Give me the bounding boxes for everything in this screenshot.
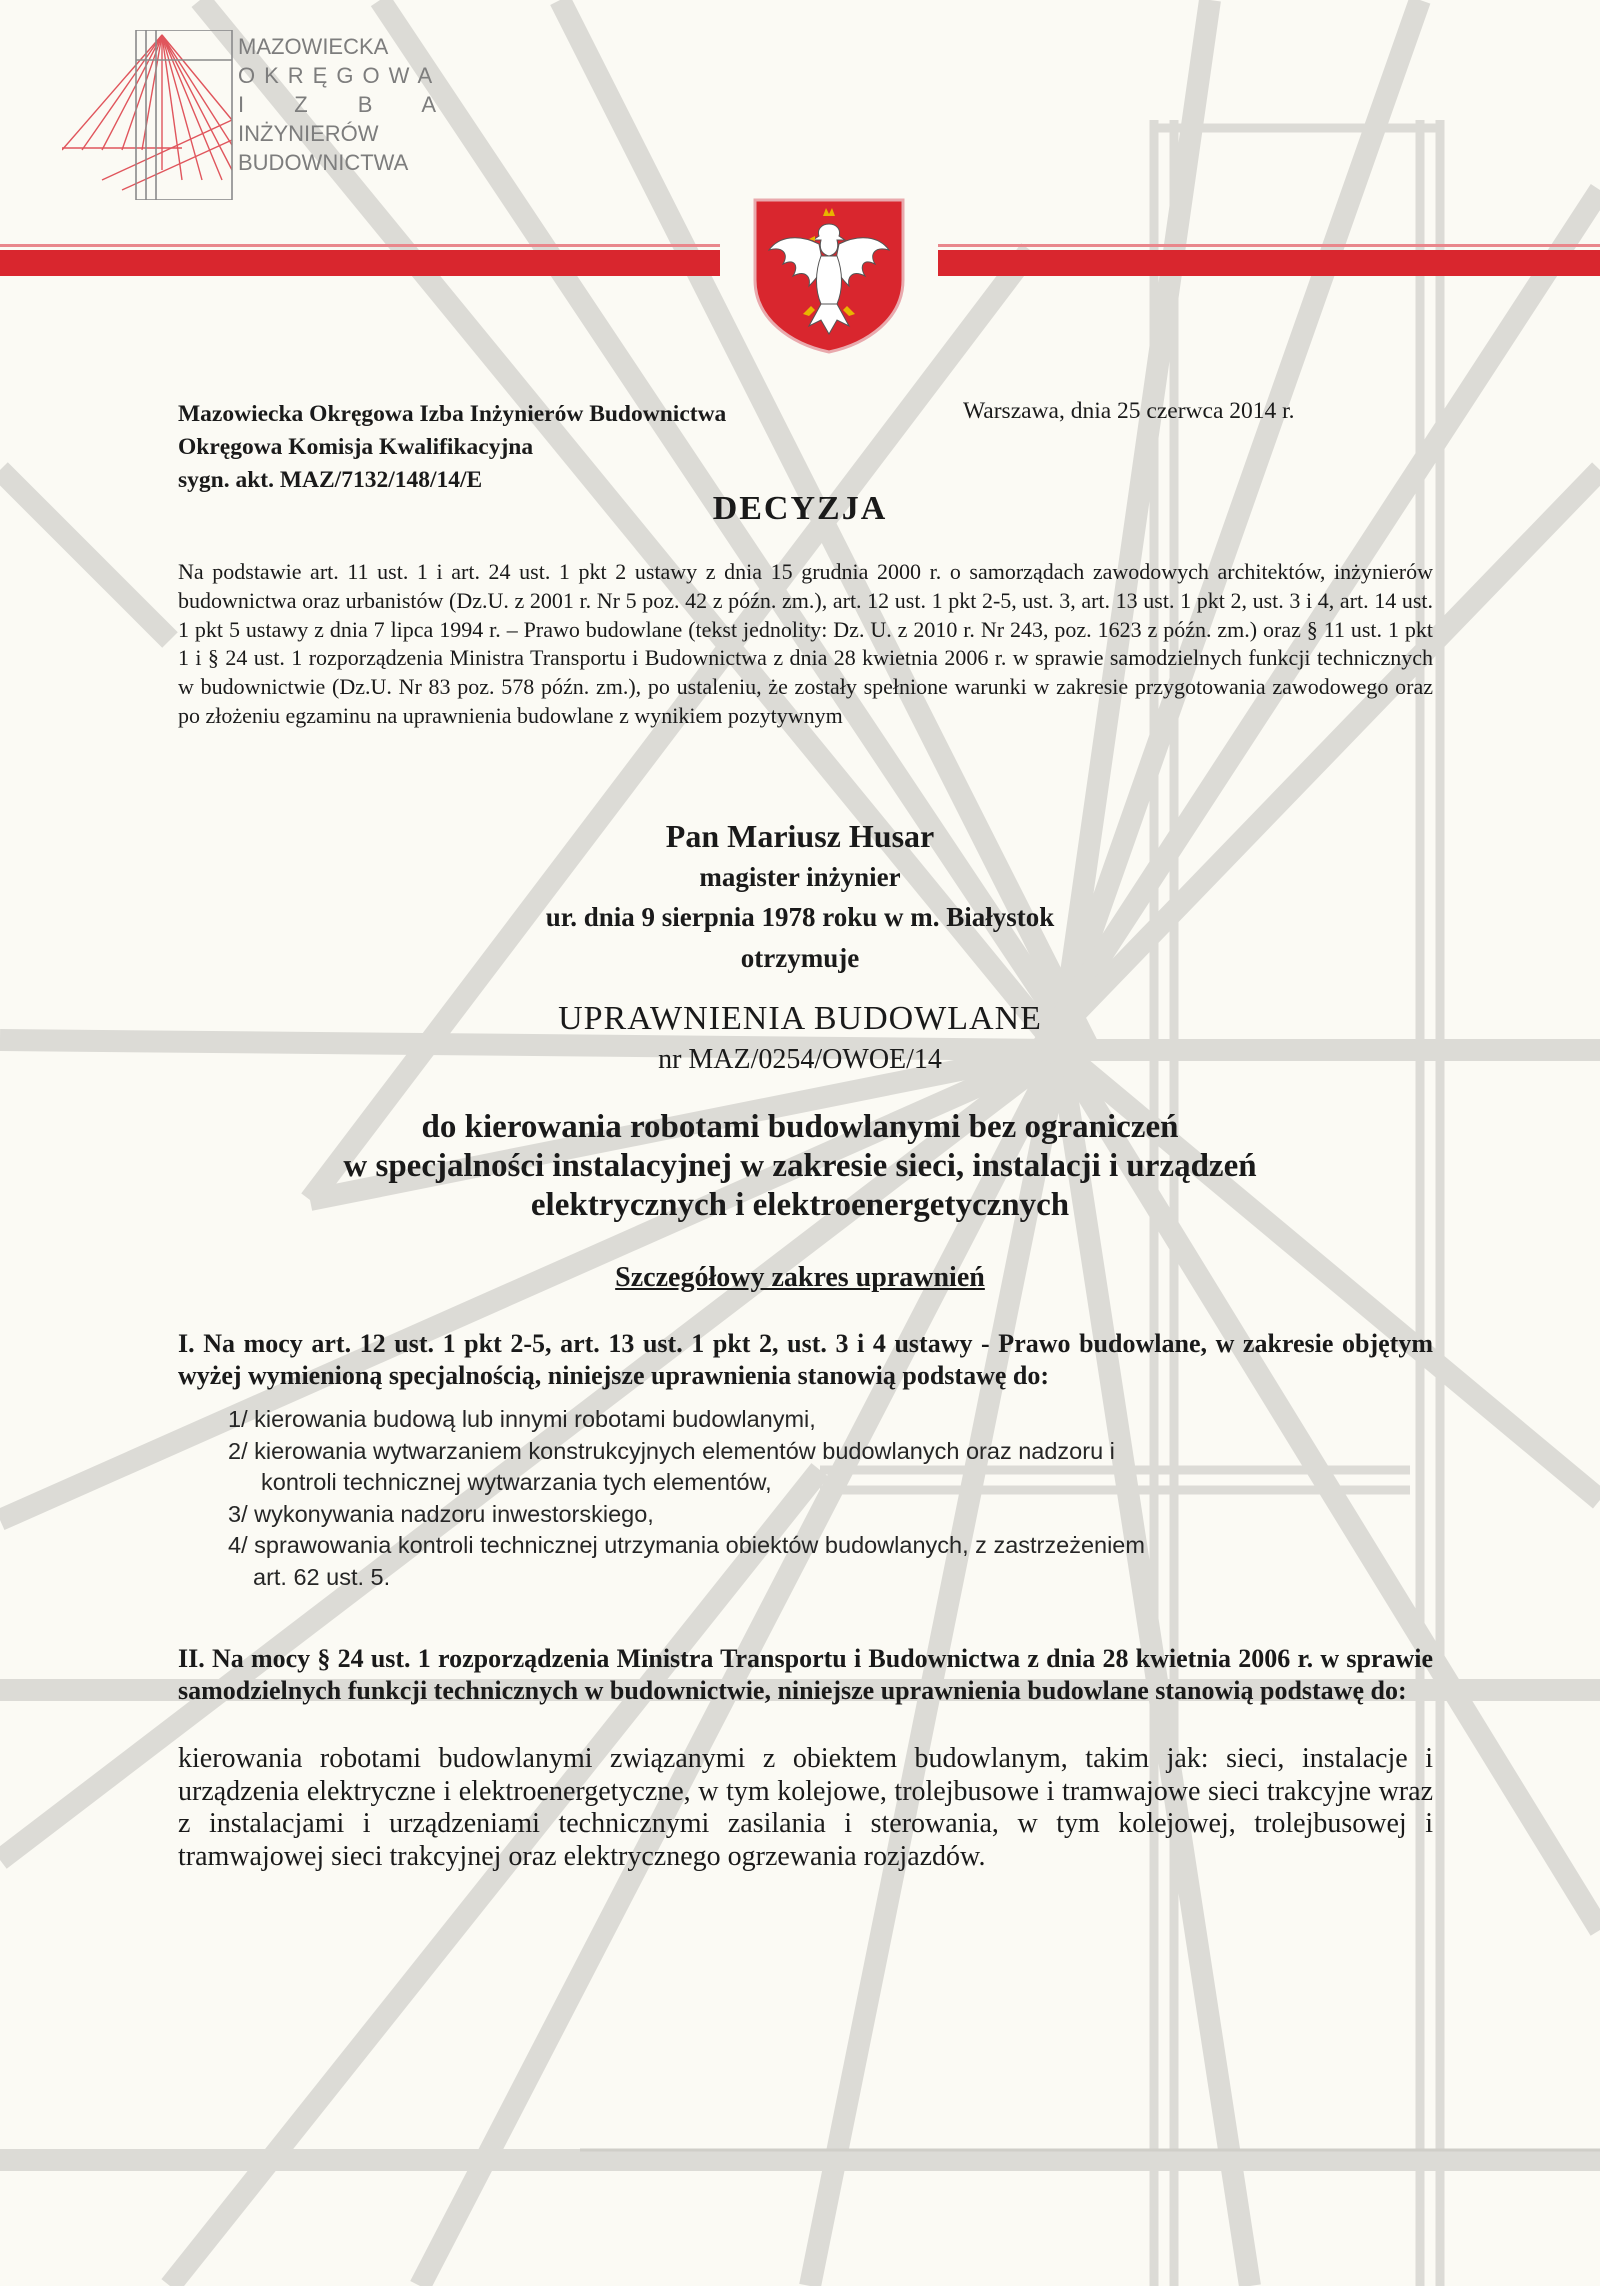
section-1-item-4: 4/ sprawowania kontroli technicznej utrzymania obiektów budowlanych, z zastrzeżeniem: [228, 1532, 1145, 1558]
document-title: DECYZJA: [712, 490, 888, 527]
header-red-line-left: [0, 244, 720, 247]
issuer-institution: Mazowiecka Okręgowa Izba Inżynierów Budownictwa: [178, 401, 727, 427]
section-1-item-1: 1/ kierowania budową lub innymi robotami budowlanymi,: [228, 1406, 816, 1432]
permit-scope: [0, 1108, 1600, 1225]
chamber-logo-text: [238, 32, 458, 177]
logo-line-1: MAZOWIECKA: [238, 34, 389, 59]
section-1-heading: I. Na mocy art. 12 ust. 1 pkt 2-5, art. 13 ust. 1 pkt 2, ust. 3 i 4 ustawy - Prawo budowlane, w zakresie objętym wyżej wymienioną specjalnością, niniejsze uprawnienia stanowią podstawę do:: [178, 1329, 1433, 1390]
logo-line-5: BUDOWNICTWA: [238, 150, 409, 175]
permit-scope-line-3: elektrycznych i elektroenergetycznych: [530, 1187, 1070, 1223]
permit-title: UPRAWNIENIA BUDOWLANE: [558, 1000, 1042, 1037]
receives-label: otrzymuje: [740, 943, 860, 973]
logo-line-3: I Z B A: [238, 92, 459, 117]
issuer-block: [178, 398, 726, 497]
header-red-bar-right: [938, 250, 1600, 276]
section-1-item-3: 3/ wykonywania nadzoru inwestorskiego,: [228, 1500, 654, 1527]
logo-line-2: OKRĘGOWA: [238, 63, 442, 88]
recipient-birth: ur. dnia 9 sierpnia 1978 roku w m. Białystok: [545, 902, 1055, 932]
mazovia-eagle-emblem-icon: [749, 194, 909, 354]
section-1-item-2-continued: kontroli technicznej wytwarzania tych elementów,: [261, 1469, 772, 1495]
permit-scope-line-2: w specjalności instalacyjnej w zakresie sieci, instalacji i urządzeń: [343, 1148, 1257, 1184]
header-red-bar-left: [0, 250, 720, 276]
detail-heading-text: Szczegółowy zakres uprawnień: [615, 1262, 985, 1293]
permit-scope-line-1: do kierowania robotami budowlanymi bez ograniczeń: [421, 1109, 1179, 1145]
section-1-list: [228, 1404, 1145, 1593]
permit-number: nr MAZ/0254/OWOE/14: [658, 1044, 942, 1075]
legal-basis-paragraph: Na podstawie art. 11 ust. 1 i art. 24 ust. 1 pkt 2 ustawy z dnia 15 grudnia 2000 r. o samorządach zawodowych architektów, inżynierów budownictwa oraz urbanistów (Dz.U. z 2001 r. Nr 5 poz. 42 z późn. zm.), art. 12 ust. 1 pkt 2-5, ust. 3, art. 13 ust. 1 pkt 2, ust. 3 i 4, art. 14 ust. 1 pkt 5 ustawy z dnia 7 lipca 1994 r. – Prawo budowlane (tekst jednolity: Dz. U. z 2010 r. Nr 243, poz. 1623 z późn. zm.) oraz § 11 ust. 1 pkt 1 i § 24 ust. 1 rozporządzenia Ministra Transportu i Budownictwa z dnia 28 kwietnia 2006 r. w sprawie samodzielnych funkcji technicznych w budownictwie (Dz.U. Nr 83 poz. 578 późn. zm.), po ustaleniu, że zostały spełnione warunki w zakresie przygotowania zawodowego oraz po złożeniu egzaminu na uprawnienia budowlane z wynikiem pozytywnym: [178, 559, 1433, 728]
section-2-body: kierowania robotami budowlanymi związanymi z obiektem budowlanym, takim jak: sieci, instalacje i urządzenia elektryczne i elektroenergetyczne, w tym kolejowe, trolejbusowe i tramwajowe sieci trakcyjne wraz z instalacjami i urządzeniami technicznymi zasilania i sterowania, w tym kolejowej, trolejbusowej i tramwajowej sieci trakcyjnej oraz elektrycznego ogrzewania rozjazdów.: [178, 1743, 1433, 1872]
section-2-heading: II. Na mocy § 24 ust. 1 rozporządzenia Ministra Transportu i Budownictwa z dnia 28 kwietnia 2006 r. w sprawie samodzielnych funkcji technicznych w budownictwie, niniejsze uprawnienia budowlane stanowią podstawę do:: [178, 1644, 1433, 1705]
detail-heading: [0, 1262, 1600, 1294]
recipient-degree: magister inżynier: [699, 862, 901, 892]
issue-date: Warszawa, dnia 25 czerwca 2014 r.: [963, 398, 1295, 424]
header-red-line-right: [938, 244, 1600, 247]
logo-line-4: INŻYNIERÓW: [238, 121, 379, 146]
recipient-name: Pan Mariusz Husar: [665, 818, 935, 854]
section-1-item-4-continued: art. 62 ust. 5.: [253, 1563, 391, 1590]
issuer-commission: Okręgowa Komisja Kwalifikacyjna: [178, 434, 534, 460]
case-reference: sygn. akt. MAZ/7132/148/14/E: [178, 467, 483, 493]
section-1-item-2: 2/ kierowania wytwarzaniem konstrukcyjnych elementów budowlanych oraz nadzoru i: [228, 1437, 1115, 1464]
